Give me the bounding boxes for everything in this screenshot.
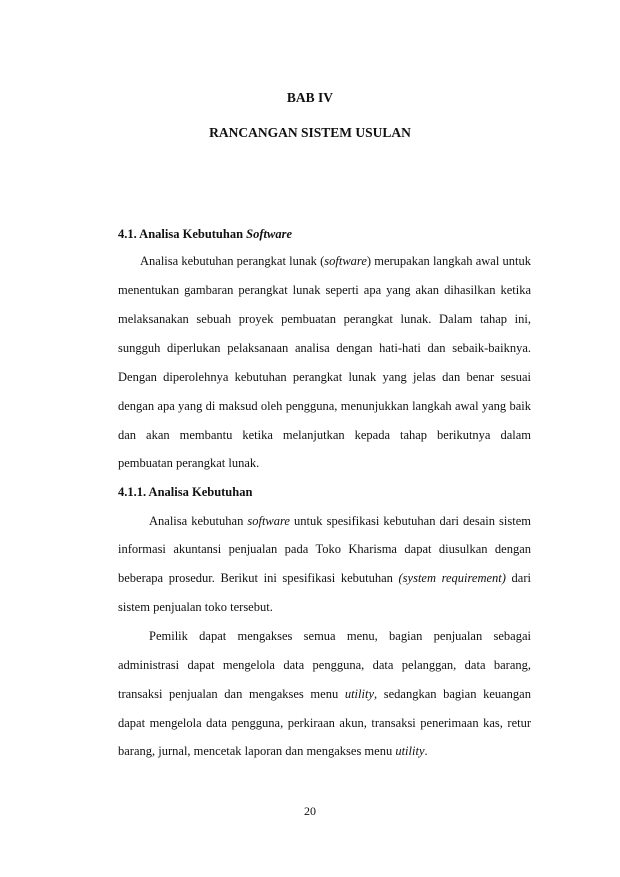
text-run: . [424,744,428,758]
paragraph-line: sistem penjualan toko tersebut. [118,600,273,614]
italic-run: utility [395,744,425,758]
paragraph-line [118,570,531,586]
italic-run: software [324,254,367,268]
paragraph-line: Pemilik dapat mengakses semua menu, bagian penjualan sebagai [149,629,531,643]
page-number: 20 [304,804,316,818]
paragraph-line [118,743,531,759]
section-heading-4-1 [118,226,292,242]
chapter-title: RANCANGAN SISTEM USULAN [209,125,411,140]
text-run: barang, jurnal, mencetak laporan dan mengakses menu [118,744,396,758]
paragraph-line: Dengan diperolehnya kebutuhan perangkat lunak yang jelas dan benar sesuai [118,370,531,384]
italic-run: software [247,514,290,528]
paragraph-line [140,253,531,269]
italic-run: utility [344,687,374,701]
text-run: untuk spesifikasi kebutuhan dari desain sistem [289,514,531,528]
heading-text: 4.1. Analisa Kebutuhan [118,227,247,241]
heading-italic-text: Software [246,227,293,241]
text-run: Analisa kebutuhan perangkat lunak ( [140,254,325,268]
text-run: dari [505,571,531,585]
section-heading-4-1-1: 4.1.1. Analisa Kebutuhan [118,485,253,499]
text-run: , sedangkan bagian keuangan [374,687,531,701]
text-run: Analisa kebutuhan [149,514,248,528]
paragraph-line [149,513,531,529]
paragraph-line: informasi akuntansi penjualan pada Toko Kharisma dapat diusulkan dengan [118,542,531,556]
text-run: beberapa prosedur. Berikut ini spesifikasi kebutuhan [118,571,399,585]
paragraph-line: melaksanakan sebuah proyek pembuatan perangkat lunak. Dalam tahap ini, [118,312,531,326]
paragraph-line: pembuatan perangkat lunak. [118,456,260,470]
paragraph-line [118,686,531,702]
paragraph-line: menentukan gambaran perangkat lunak seperti apa yang akan dihasilkan ketika [118,283,531,297]
paragraph-line: sungguh diperlukan pelaksanaan analisa dengan hati-hati dan sebaik-baiknya. [118,341,531,355]
paragraph-line: dengan apa yang di maksud oleh pengguna, menunjukkan langkah awal yang baik [118,399,531,413]
paragraph-line: administrasi dapat mengelola data pengguna, data pelanggan, data barang, [118,658,531,672]
paragraph-line: dapat mengelola data pengguna, perkiraan akun, transaksi penerimaan kas, retur [118,716,531,730]
text-run: transaksi penjualan dan mengakses menu [118,687,345,701]
paragraph-line: dan akan membantu ketika melanjutkan kepada tahap berikutnya dalam [118,428,531,442]
chapter-label: BAB IV [286,90,334,105]
italic-run: (system requirement) [398,571,506,585]
text-run: ) merupakan langkah awal untuk [366,254,531,268]
